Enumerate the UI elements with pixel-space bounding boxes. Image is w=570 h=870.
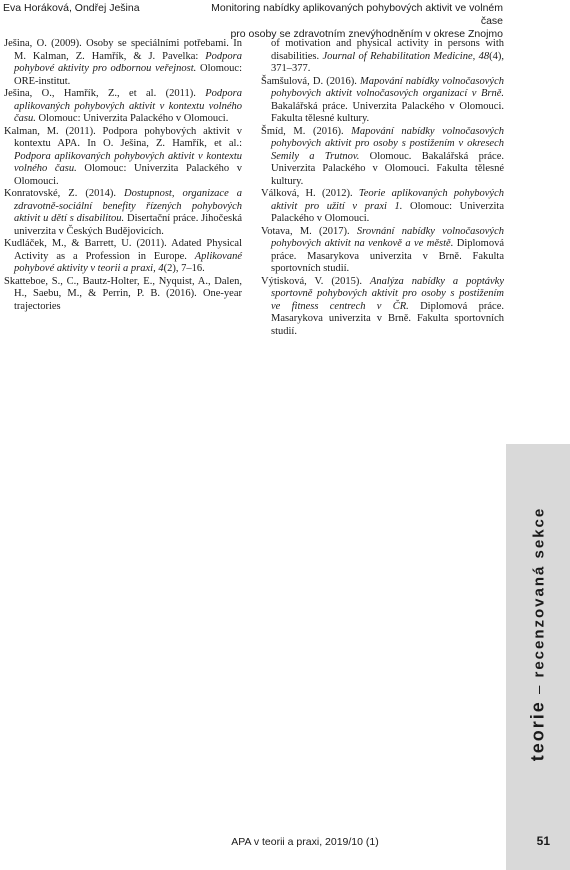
section-side-label — [528, 507, 549, 761]
running-header-title-line-2: pro osoby se zdravotním znevýhodněním v okrese Znojmo — [230, 28, 503, 40]
section-side-tab — [506, 444, 570, 870]
reference-entry: Ješina, O., Hamřík, Z., et al. (2011). Podpora aplikovaných pohybových aktivit v kontextu volného času. Olomouc: Univerzita Palackého v Olomouci. — [4, 88, 242, 124]
reference-entry: Šmíd, M. (2016). Mapování nabídky volnočasových pohybových aktivit pro osoby s postižením v okresech Semily a Trutnov. Olomouc. Bakalářská práce. Univerzita Palackého v Olomouci. Fakulta tělesné kultury. — [261, 125, 504, 187]
reference-entry: Výtisková, V. (2015). Analýza nabídky a poptávky sportovně pohybových aktivit pro osoby s postižením ve fitness centrech v ČR. Diplomová práce. Masarykova univerzita v Brně. Fakulta sportovních studií. — [261, 275, 505, 337]
references-column-right — [261, 38, 504, 338]
references-column-left — [4, 38, 242, 313]
running-header-title-line-1: Monitoring nabídky aplikovaných pohybových aktivit ve volném čase — [211, 2, 503, 27]
reference-entry-continued: of motivation and physical activity in persons with disabilities. Journal of Rehabilitation Medicine, 48(4), 371–377. — [271, 38, 504, 74]
reference-entry: Konratovské, Z. (2014). Dostupnost, organizace a zdravotně-sociální benefity řízených pohybových aktivit u dětí s disabilitou. Disertační práce. Jihočeská univerzita v Českých Budějovicích. — [4, 188, 242, 237]
reference-entry: Kalman, M. (2011). Podpora pohybových aktivit v kontextu APA. In O. Ješina, Z. Hamřík, et al.: Podpora aplikovaných pohybových aktivit v kontextu volného času. Olomouc: Univerzita Palackého v Olomouci. — [4, 125, 242, 187]
reference-entry: Šamšulová, D. (2016). Mapování nabídky volnočasových pohybových aktivit volnočasových organizací v Brně. Bakalářská práce. Univerzita Palackého v Olomouci. Fakulta tělesné kultury. — [261, 75, 504, 124]
reference-entry: Skatteboe, S., C., Bautz-Holter, E., Nyquist, A., Dalen, H., Saebu, M., & Perrin, P. B. (2016). One-year trajectories — [4, 275, 242, 312]
page-number: 51 — [536, 834, 550, 848]
reference-entry: Votava, M. (2017). Srovnání nabídky volnočasových pohybových aktivit na venkově a ve městě. Diplomová práce. Masarykova univerzita v Brně. Fakulta sportovních studií. — [261, 225, 504, 274]
reference-entry: Kudláček, M., & Barrett, U. (2011). Adated Physical Activity as a Profession in Europe. Aplikované pohybové aktivity v teorii a praxi, 4(2), 7–16. — [4, 238, 242, 274]
section-side-label-separator: – — [530, 683, 548, 695]
running-header-authors: Eva Horáková, Ondřej Ješina — [3, 2, 140, 14]
section-side-label-word: teorie — [527, 700, 548, 762]
reference-entry: Ješina, O. (2009). Osoby se speciálními potřebami. In M. Kalman, Z. Hamřík, & J. Pavelka: Podpora pohybové aktivity pro odbornou veřejnost. Olomouc: ORE-institut. — [4, 38, 243, 87]
section-side-label-rest: recenzovaná sekce — [530, 506, 548, 678]
running-header-title — [203, 2, 503, 41]
journal-footer: APA v teorii a praxi, 2019/10 (1) — [231, 836, 379, 848]
reference-entry: Válková, H. (2012). Teorie aplikovaných pohybových aktivit pro užití v praxi 1. Olomouc: Univerzita Palackého v Olomouci. — [261, 188, 504, 224]
